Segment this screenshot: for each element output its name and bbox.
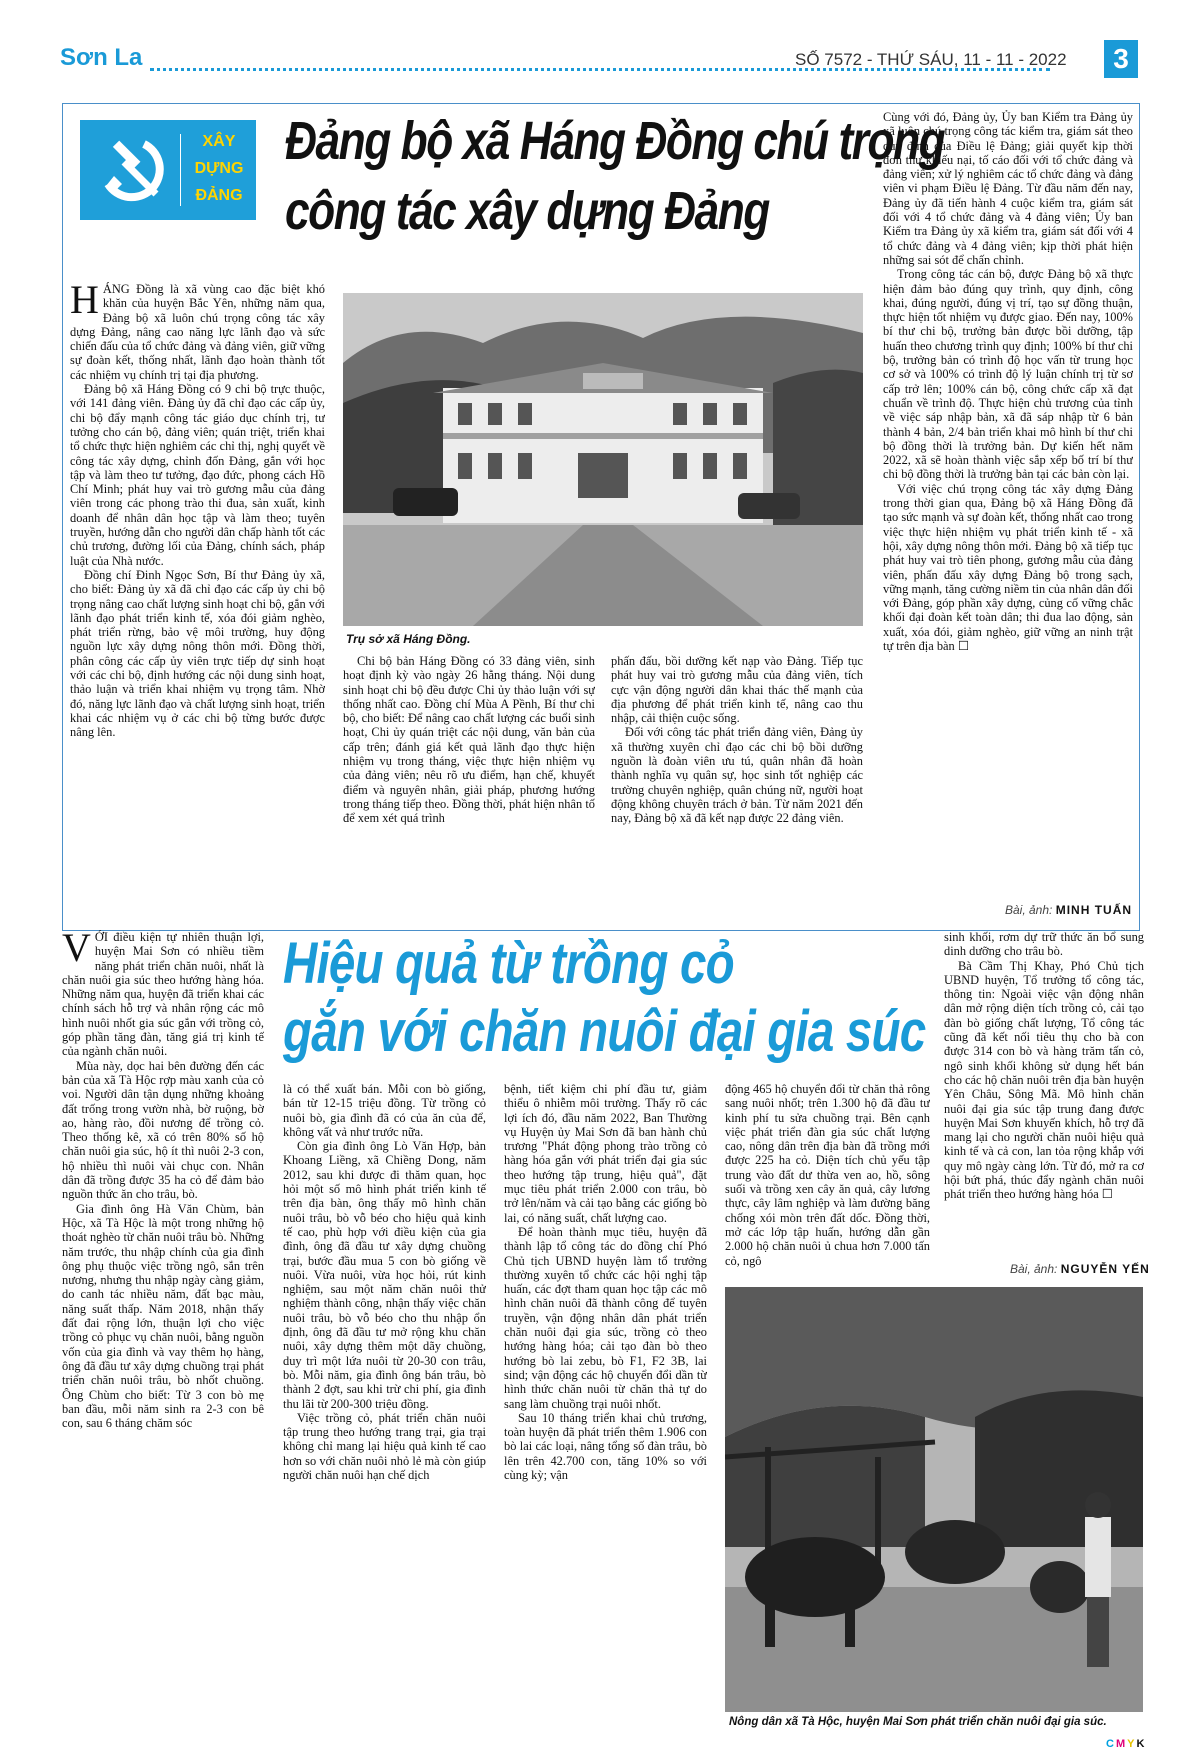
article1-byline — [1005, 903, 1132, 917]
paragraph: Đồng chí Đinh Ngọc Sơn, Bí thư Đảng ủy xã, cho biết: Đảng ủy xã đã chỉ đạo các cấp ủy chi bộ trọng nâng cao chất lượng sinh hoạt chi bộ, gắn với lãnh đạo phát triển kinh tế, xóa đói giảm nghèo, phát triển rừng, bảo vệ môi trường, huy động nguồn lực xây dựng nông thôn mới. Đồng thời, phân công các cấp ủy viên trực tiếp dự sinh hoạt với các chi bộ, định hướng các nội dung sinh hoạt, thảo luận và triển khai nhiệm vụ trọng tâm. Nhờ đó, năng lực lãnh đạo và chất lượng sinh hoạt, triển khai các nhiệm vụ ở các chi bộ từng bước được nâng lên. — [70, 567, 325, 740]
paragraph: Đối với công tác phát triển đảng viên, Đảng ủy xã thường xuyên chỉ đạo các chi bộ bồi dưỡng nguồn là đoàn viên ưu tú, quân nhân đã hoàn thành nghĩa vụ quân sự, học sinh tốt nghiệp các trường chuyên nghiệp, quân chúng nữ, người hoạt động không chuyên trách ở bản. Từ năm 2021 đến nay, Đảng bộ xã đã kết nạp được 22 đảng viên. — [611, 725, 863, 826]
paragraph: Mùa này, dọc hai bên đường đến các bản của xã Tà Hộc rợp màu xanh của cỏ voi. Người dân tận dụng những khoảng đất trống trong vườn nhà, bờ ruộng, bờ ao, hàng rào, đồi nương để trồng cỏ. Theo thống kê, xã có trên 80% số hộ chăn nuôi gia súc, hộ ít thì nuôi 2-3 con, hộ nhiều thì nuôi vài chục con. Nhân dân đã trồng được 35 ha cỏ để đảm bảo nguồn thức ăn cho trâu, bò. — [62, 1058, 264, 1202]
paragraph: ỚI điều kiện tự nhiên thuận lợi, huyện Mai Sơn có nhiều tiềm năng phát triển chăn nuôi, nhất là chăn nuôi gia súc theo hướng hàng hóa. Những năm qua, huyện đã triển khai các chính sách hỗ trợ và nhân rộng các mô hình nuôi nhốt gia súc gắn với trồng cỏ, góp phần tăng đàn, tăng giá trị kinh tế của ngành chăn nuôi. — [62, 930, 264, 1059]
badge-divider — [180, 134, 181, 206]
article2-photo-caption: Nông dân xã Tà Hộc, huyện Mai Sơn phát triển chăn nuôi đại gia súc. — [729, 1716, 1107, 1728]
cmyk-marks — [1106, 1738, 1146, 1750]
section-name: Sơn La — [60, 44, 143, 71]
paragraph: Để hoàn thành mục tiêu, huyện đã thành lập tổ công tác do đồng chí Phó Chủ tịch UBND huyện làm tổ trưởng thường xuyên tổ chức các hội nghị tập huấn, các đợt tham quan học tập các mô hình chăn nuôi đã thành công để tuyên truyền, vận động nhân dân phát triển chăn nuôi đại gia súc, trồng cỏ theo hướng hàng hóa; cải tạo đàn bò theo hướng bò lai zebu, bò F1, F2 3B, lai sind; vận động các hộ chuyển đổi dần từ hình thức chăn nuôi từ chăn thả tự do sang làm chuồng trại nuôi nhốt. — [504, 1224, 707, 1411]
paragraph: Còn gia đình ông Lò Văn Hợp, bản Khoang Liềng, xã Chiềng Dong, năm 2012, sau khi được đi thăm quan, học hỏi một số mô hình phát triển kinh tế trên địa bàn, ông thấy mô hình chăn nuôi trâu, bò vỗ béo cho hiệu quả kinh tế cao, phù hợp với điều kiện của gia đình, ông đã đầu tư xây dựng chuồng trại, bước đầu mua 5 con bò giống về nuôi. Vừa nuôi, vừa học hỏi, rút kinh nghiệm, sau một năm chăn nuôi thử nghiệm thành công, nhận thấy việc chăn nuôi trâu, bò vỗ béo cho thu nhập ổn định, ông đã đầu tư mở rộng khu chăn nuôi, xây dựng thêm một dãy chuồng, duy trì một lứa nuôi từ 20-30 con trâu, bò. Mỗi năm, gia đình ông bán trâu, bò thành 2 đợt, sau khi trừ chi phí, gia đình thu lãi từ 200-300 triệu đồng. — [283, 1139, 486, 1411]
badge-word-1: XÂY — [202, 133, 236, 150]
article2-column-5 — [944, 930, 1144, 1260]
byline-prefix: Bài, ảnh: — [1010, 1262, 1058, 1276]
article2-title-line2: gắn với chăn nuôi đại gia súc — [283, 999, 926, 1064]
paragraph: Trong công tác cán bộ, được Đảng bộ xã thực hiện đảm bảo đúng quy trình, quy định, công khai, đúng người, đúng vị trí, tạo sự đồng thuận, thực hiện tốt nhiệm vụ được giao. Đến nay, 100% bí thư chi bộ, trưởng bản được bồi dưỡng, tập huấn theo chương trình quy định; 100% bí thư chi bộ, trưởng bản có trình độ học vấn từ trung học cơ sở và 100% có trình độ lý luận chính trị từ sơ cấp trở lên; 100% cán bộ, công chức cấp xã đạt chuẩn về trình độ. Thực hiện chủ trương của tỉnh về việc sáp nhập bản, xã đã sáp nhập từ 6 bản thành 4 bản, 2/4 bản triển khai mô hình bí thư chi bộ đồng thời là trưởng bản. Dự kiến hết năm 2022, xã sẽ hoàn thành việc sắp xếp bố trí bí thư chi bộ đồng thời là trưởng bản tại các bản còn lại. — [883, 267, 1133, 482]
article1-column-2 — [343, 654, 595, 924]
paragraph: Bà Cầm Thị Khay, Phó Chủ tịch UBND huyện, Tổ trưởng tổ công tác, thông tin: Ngoài việc vận động nhân dân mở rộng diện tích trồng cỏ, cải tạo đàn bò giống chất lượng, Tổ công tác cũng đã kết nối tiêu thụ cho bà con được 314 con bò và hàng trăm tấn cỏ, ngô sinh khối không sử dụng hết bán cho các hộ chăn nuôi trên địa bàn huyện Yên Châu, Sông Mã. Mô hình chăn nuôi đại gia súc tập trung đang được huyện Mai Sơn khuyến khích, hỗ trợ đã mang lại cho người chăn nuôi hiệu quả kinh tế và cả con, lan tỏa rộng khắp với quy mô ngày càng lớn. Từ đó, mở ra cơ hội bứt phá, thúc đẩy ngành chăn nuôi phát triển theo hướng hàng hóa ☐ — [944, 958, 1144, 1202]
badge-word-2: DỰNG — [194, 160, 244, 177]
cmyk-m: M — [1115, 1738, 1128, 1750]
badge-word-3: ĐẢNG — [195, 187, 243, 204]
dropcap: H — [70, 282, 99, 322]
paragraph: Với việc chú trọng công tác xây dựng Đảng trong thời gian qua, Đảng bộ xã Háng Đồng đã tạo sức mạnh và sự đoàn kết, thống nhất cao trong việc thực hiện nhiệm vụ phát triển kinh tế - xã hội, xây dựng nông thôn mới. Đảng bộ xã tiếp tục phát huy vai trò tiên phong, gương mẫu của đảng viên, phấn đấu xây dựng Đảng bộ trong sạch, vững mạnh, tăng cường niềm tin của nhân dân đối với Đảng, góp phần xây dựng, củng cố vững chắc khối đại đoàn kết toàn dân; thi đua lao động, sản xuất, xóa đói, giảm nghèo, giữ vững an ninh trật tự trên địa bàn ☐ — [883, 481, 1133, 653]
article1-column-1 — [70, 282, 325, 922]
article1-column-3 — [611, 654, 863, 924]
article1-column-4 — [883, 110, 1133, 897]
hammer-sickle-icon — [94, 132, 170, 208]
cmyk-c: C — [1106, 1738, 1116, 1750]
paragraph: Cùng với đó, Đảng ủy, Ủy ban Kiểm tra Đảng ủy xã luôn chú trọng công tác kiểm tra, giám sát theo quy định của Điều lệ Đảng; giải quyết kịp thời đơn thư khiếu nại, tố cáo đối với tổ chức đảng và đảng viên; xử lý nghiêm các tổ chức đảng và đảng viên vi phạm Điều lệ Đảng. Từ đầu năm đến nay, Đảng ủy đã tiến hành 4 cuộc kiểm tra, giám sát đối với 4 tổ chức đảng và 4 đảng viên; Ủy ban Kiểm tra Đảng ủy xã kiểm tra, giám sát đối với 4 tổ chức đảng và 4 đảng viên; kịp thời phát hiện những sai sót để chấn chỉnh. — [883, 110, 1133, 267]
paragraph: Chi bộ bản Háng Đồng có 33 đảng viên, sinh hoạt định kỳ vào ngày 26 hằng tháng. Nội dung sinh hoạt chi bộ đều được Chi ủy thảo luận với sự thống nhất cao. Đồng chí Mùa A Pềnh, Bí thư chi bộ, cho biết: Để nâng cao chất lượng các buổi sinh hoạt, Chi ủy quán triệt các nội dung, văn bản của cấp trên; đánh giá kết quả lãnh đạo thực hiện nhiệm vụ trong tháng, việc thực hiện nhiệm vụ của đảng viên; nêu rõ ưu điểm, hạn chế, khuyết điểm và nguyên nhân, giải pháp, phương hướng trong tháng tiếp theo. Đồng thời, phát hiện nhân tố để xem xét quá trình — [343, 654, 595, 826]
article1-photo-caption: Trụ sở xã Háng Đồng. — [346, 632, 471, 646]
article2-byline — [1010, 1262, 1150, 1276]
paragraph: bệnh, tiết kiệm chi phí đầu tư, giảm thiểu ô nhiễm môi trường. Thấy rõ các lợi ích đó, đầu năm 2022, Ban Thường vụ Huyện ủy Mai Sơn đã ban hành chủ trương "Phát động phong trào trồng cỏ hàng hóa gắn với phát triển đại gia súc theo hướng tập trung, hiệu quả", đặt mục tiêu phát triển 2.000 con trâu, bò trở lên/năm và cải tạo bằng các giống bò lai, có năng suất, chất lượng cao. — [504, 1082, 707, 1225]
cmyk-k: K — [1136, 1738, 1147, 1750]
page-number: 3 — [1104, 40, 1138, 78]
article2-column-4 — [725, 1082, 930, 1282]
byline-author: MINH TUẤN — [1055, 903, 1133, 917]
cattle-farmer-photo — [725, 1287, 1143, 1712]
article2-column-3 — [504, 1082, 707, 1725]
article2-title-line1: Hiệu quả từ trồng cỏ — [283, 931, 734, 996]
paragraph: động 465 hộ chuyển đổi từ chăn thả rông sang nuôi nhốt; trên 1.300 hộ đã đầu tư kinh phí tu sửa chuồng trại. Bên cạnh việc phát triển đàn gia súc chất lượng cao, nông dân trên địa bàn đã trồng mới được 225 ha cỏ. Diện tích chủ yếu tập trung vào đất dư thừa ven ao, hồ, sông suối và trồng xen cây ăn quả, cây lương thực, cây lâm nghiệp và làm đường băng chống xói mòn trên đất dốc. Đồng thời, mở các lớp tập huấn, hướng dẫn gần 2.000 hộ chăn nuôi ủ chua hơn 7.000 tấn cỏ, ngô — [725, 1082, 930, 1268]
paragraph: Đảng bộ xã Háng Đồng có 9 chi bộ trực thuộc, với 141 đảng viên. Đảng ủy đã chỉ đạo các cấp ủy, chi bộ đẩy mạnh công tác giáo dục chính trị, tư tưởng cho cán bộ, đảng viên; quán triệt, triển khai tổ chức thực hiện nghiêm các chỉ thị, nghị quyết về công tác xây dựng, chỉnh đốn Đảng, gắn với học tập và làm theo tư tưởng, đạo đức, phong cách Hồ Chí Minh; phát huy vai trò gương mẫu của đảng viên trong các phong trào thi đua, sản xuất, kinh doanh để nhân dân học tập và làm theo; tuyên truyền, hướng dẫn cho người dân chấp hành tốt các chủ trương, đường lối của Đảng, chính sách, pháp luật của Nhà nước. — [70, 382, 325, 568]
dropcap: V — [62, 930, 91, 970]
commune-office-photo — [343, 293, 863, 626]
cmyk-y: Y — [1127, 1738, 1137, 1750]
paragraph: Gia đình ông Hà Văn Chùm, bản Hộc, xã Tà Hộc là một trong những hộ thoát nghèo từ chăn nuôi trâu bò. Những năm trước, thu nhập chính của gia đình ông phụ thuộc việc trồng ngô, sắn trên nương, nhưng thu nhập ngày càng giảm, do canh tác nhiều năm, đất bạc màu, năng suất thấp. Năm 2018, nhận thấy đất đai rộng lớn, thuận lợi cho việc trồng cỏ phục vụ chăn nuôi, bằng nguồn vốn của gia đình và vay thêm họ hàng, ông đã đầu tư xây dựng chuồng trại phát triển chăn nuôi trâu, bò nhốt chuồng. Ông Chùm cho biết: Từ 3 con bò mẹ ban đầu, mỗi năm sinh ra 2-3 con bê con, sau 6 tháng chăm sóc — [62, 1201, 264, 1431]
byline-prefix: Bài, ảnh: — [1005, 903, 1053, 917]
article1-title-line2: công tác xây dựng Đảng — [285, 181, 769, 241]
paragraph: phấn đấu, bồi dưỡng kết nạp vào Đảng. Tiếp tục phát huy vai trò gương mẫu của đảng viên, tích cực vận động người dân khai thác thế mạnh của địa phương để phát triển kinh tế, nâng cao thu nhập, cải thiện cuộc sống. — [611, 654, 863, 726]
paragraph: ÁNG Đồng là xã vùng cao đặc biệt khó khăn của huyện Bắc Yên, những năm qua, Đảng bộ xã luôn chú trọng công tác xây dựng Đảng, nâng cao năng lực lãnh đạo và sức chiến đấu của tổ chức đảng và đảng viên, giữ vững sự đoàn kết, thống nhất, lãnh đạo hoàn thành tốt các nhiệm vụ chính trị tại địa phương. — [70, 282, 325, 382]
byline-author: NGUYỄN YẾN — [1060, 1262, 1150, 1276]
article2-column-2 — [283, 1082, 486, 1725]
paragraph: Việc trồng cỏ, phát triển chăn nuôi tập trung theo hướng trang trại, gia trại không chỉ mang lại hiệu quả kinh tế cao hơn so với chăn nuôi nhỏ lẻ mà còn giúp người chăn nuôi hạn chế dịch — [283, 1410, 486, 1483]
issue-info: SỐ 7572 - THỨ SÁU, 11 - 11 - 2022 — [795, 50, 1067, 69]
paragraph: là có thể xuất bán. Mỗi con bò giống, bán từ 12-15 triệu đồng. Từ trồng cỏ nuôi bò, gia đình đã có của ăn của để, không vất vả như trước nữa. — [283, 1082, 486, 1139]
xay-dung-dang-badge — [80, 120, 256, 220]
paragraph: sinh khối, rơm dự trữ thức ăn bổ sung dinh dưỡng cho trâu bò. — [944, 930, 1144, 959]
article2-column-1 — [62, 930, 264, 1725]
article1-title-line1: Đảng bộ xã Háng Đồng chú trọng — [285, 111, 945, 171]
paragraph: Sau 10 tháng triển khai chủ trương, toàn huyện đã phát triển thêm 1.906 con bò lai các loại, nâng tổng số đàn trâu, bò lên trên 42.700 con, tăng 10% so với cùng kỳ; vận — [504, 1410, 707, 1483]
